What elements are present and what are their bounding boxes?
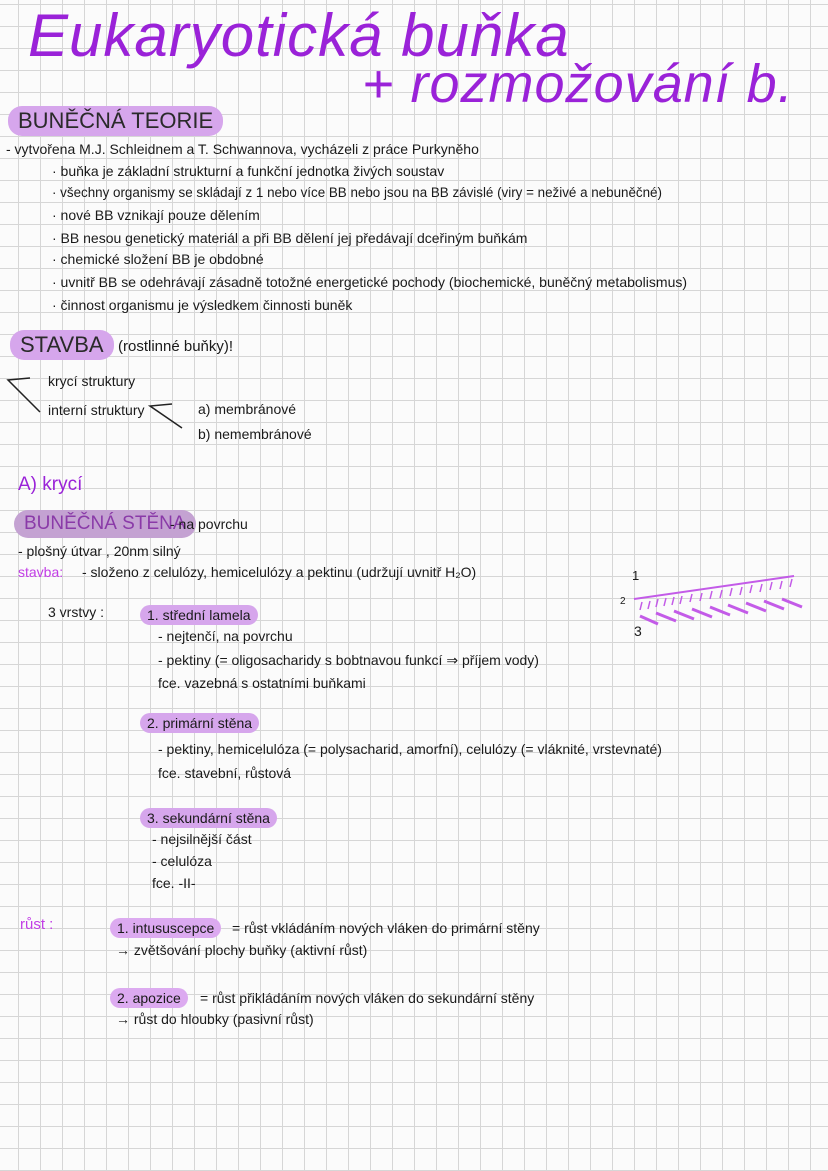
rust-label: růst :	[20, 916, 54, 933]
teorie-bullet: · chemické složení BB je obdobné	[52, 251, 264, 267]
layer-line: - nejsilnější část	[152, 831, 252, 847]
vrstvy-label: 3 vrstvy :	[48, 604, 105, 620]
layer-line: fce. vazebná s ostatními buňkami	[158, 675, 366, 691]
stavba-note: (rostlinné buňky)!	[118, 338, 234, 355]
cell-wall-diagram	[618, 566, 828, 646]
stavba-label: stavba:	[18, 564, 64, 580]
rust-item-desc: = růst vkládáním nových vláken do primární stěny	[232, 920, 540, 936]
diagram-label-3: 3	[634, 623, 642, 639]
teorie-bullet: · buňka je základní strukturní a funkční jednotka živých soustav	[52, 163, 445, 179]
teorie-bullet: · uvnitř BB se odehrávají zásadně totožné energetické pochody (biochemické, buněčný metabolismus)	[52, 274, 688, 290]
teorie-bullet: · BB nesou genetický materiál a při BB dělení jej předávají dceřiným buňkám	[52, 230, 528, 246]
nemembranove: b) nemembránové	[198, 426, 312, 442]
teorie-bullet: · činnost organismu je výsledkem činnosti buněk	[52, 297, 353, 313]
kryci-struktury: krycí struktury	[48, 373, 136, 389]
layer-name: 1. střední lamela	[140, 605, 258, 625]
layer-line: fce. -II-	[152, 875, 196, 891]
membranove: a) membránové	[198, 401, 297, 417]
interni-struktury: interní struktury	[48, 402, 145, 418]
layer-line: fce. stavební, růstová	[158, 765, 292, 781]
stena-utvar: - plošný útvar , 20nm silný	[18, 543, 181, 559]
rust-item-result: → růst do hloubky (pasivní růst)	[116, 1011, 314, 1027]
layer-name: 3. sekundární stěna	[140, 808, 277, 828]
heading-stavba: STAVBA	[10, 330, 114, 360]
layer-line: - celulóza	[152, 853, 212, 869]
rust-item-name: 2. apozice	[110, 988, 188, 1008]
teorie-intro: - vytvořena M.J. Schleidnem a T. Schwannova, vycházeli z práce Purkyněho	[6, 141, 479, 157]
layer-line: - pektiny, hemicelulóza (= polysacharid, amorfní), celulózy (= vláknité, vrstevnaté)	[158, 741, 662, 757]
diagram-label-2: 2	[620, 596, 626, 607]
page-title: Eukaryotická buňka	[28, 2, 570, 69]
heading-kryci: A) krycí	[18, 474, 83, 495]
layer-name: 2. primární stěna	[140, 713, 259, 733]
heading-bunecna-stena: BUNĚČNÁ STĚNA	[14, 510, 196, 538]
stena-note: - na povrchu	[170, 516, 248, 532]
stavba-text: - složeno z celulózy, hemicelulózy a pektinu (udržují uvnitř H₂O)	[82, 564, 477, 580]
rust-item-name: 1. intususcepce	[110, 918, 221, 938]
rust-item-result: → zvětšování plochy buňky (aktivní růst)	[116, 942, 368, 958]
rust-item-desc: = růst přikládáním nových vláken do sekundární stěny	[200, 990, 535, 1006]
layer-line: - nejtenčí, na povrchu	[158, 628, 293, 644]
teorie-bullet: · všechny organismy se skládají z 1 nebo více BB nebo jsou na BB závislé (viry = neživé a nebuněčné)	[52, 185, 662, 200]
page-subtitle: + rozmožování b.	[362, 54, 794, 114]
teorie-bullet: · nové BB vznikají pouze dělením	[52, 207, 260, 223]
heading-bunecna-teorie: BUNĚČNÁ TEORIE	[8, 106, 223, 136]
diagram-label-1: 1	[632, 568, 640, 583]
layer-line: - pektiny (= oligosacharidy s bobtnavou funkcí ⇒ příjem vody)	[158, 652, 539, 668]
